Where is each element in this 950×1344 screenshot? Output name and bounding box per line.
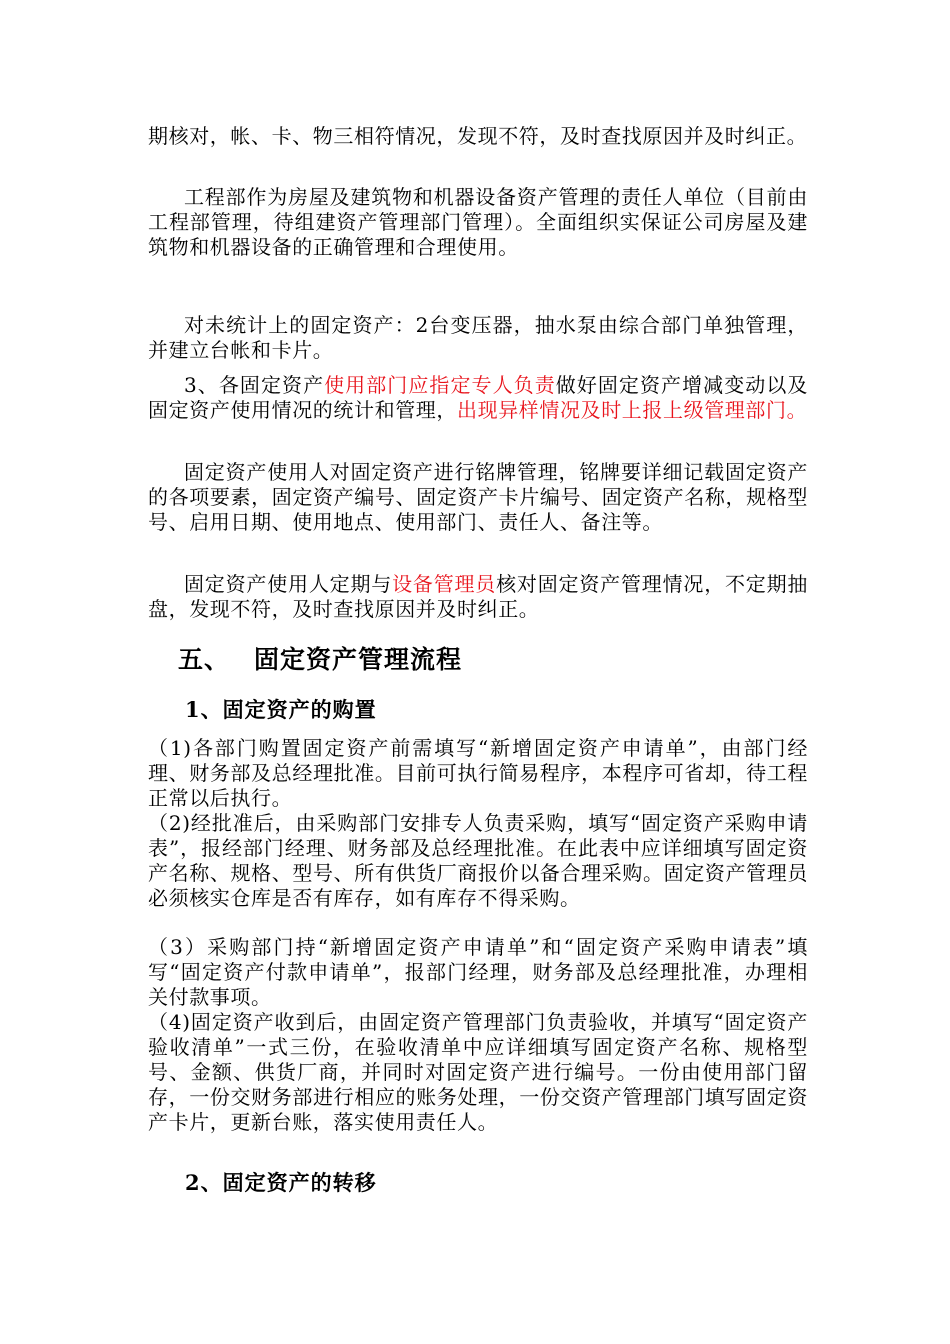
paragraph-periodic-check [148,572,808,622]
paragraph-engineering-dept: 工程部作为房屋及建筑物和机器设备资产管理的责任人单位（目前由工程部管理，待组建资产管理部门管理）。全面组织实保证公司房屋及建筑物和机器设备的正确管理和合理使用。 [148,185,808,259]
text-segment: 做好固定资产增减变动以及固定资产使用情况的统计和管理， [148,373,808,422]
paragraph-dept-responsibility [148,373,808,423]
list-item-3: （3）采购部门持“新增固定资产申请单”和“固定资产采购申请表”填写“固定资产付款申请单”，报部门经理，财务部及总经理批准，办理相关付款事项。 [148,935,808,1009]
subsection-heading-transfer: 2、固定资产的转移 [185,1170,377,1195]
list-item-4: （4)固定资产收到后，由固定资产管理部门负责验收，并填写“固定资产验收清单”一式三份，在验收清单中应详细填写固定资产名称、规格型号、金额、供货厂商，并同时对固定资产进行编号。一份由使用部门留存，一份交财务部进行相应的账务处理，一份交资产管理部门填写固定资产卡片，更新台账，落实使用责任人。 [148,1010,808,1134]
section-title: 固定资产管理流程 [254,645,463,674]
text-segment: 核对固定资产管理情况，不定期抽盘，发现不符，及时查找原因并及时纠正。 [148,572,809,621]
section-number: 五、 [178,645,231,674]
list-item-2: （2)经批准后，由采购部门安排专人负责采购，填写“固定资产采购申请表”，报经部门经理、财务部及总经理批准。在此表中应详细填写固定资产名称、规格、型号、所有供货厂商报价以备合理采购。固定资产管理员必须核实仓库是否有库存，如有库存不得采购。 [148,811,808,910]
highlight-text: 出现异样情况及时上报上级管理部门。 [457,398,808,422]
highlight-text: 使用部门应指定专人负责 [324,373,556,397]
paragraph-unrecorded-assets: 对未统计上的固定资产：2台变压器，抽水泵由综合部门单独管理，并建立台帐和卡片。 [148,313,808,362]
highlight-text: 设备管理员 [392,572,497,596]
text-segment: 3、各固定资产 [184,373,325,397]
list-item-1: （1)各部门购置固定资产前需填写“新增固定资产申请单”，由部门经理、财务部及总经理批准。目前可执行简易程序，本程序可省却，待工程正常以后执行。 [148,736,808,810]
paragraph-reconcile: 期核对，帐、卡、物三相符情况，发现不符，及时查找原因并及时纠正。 [148,124,808,148]
section-heading [178,645,462,675]
subsection-heading-purchase: 1、固定资产的购置 [185,697,377,722]
text-segment: 固定资产使用人定期与 [184,572,393,596]
paragraph-nameplate: 固定资产使用人对固定资产进行铭牌管理，铭牌要详细记载固定资产的各项要素，固定资产编号、固定资产卡片编号、固定资产名称，规格型号、启用日期、使用地点、使用部门、责任人、备注等。 [148,460,808,534]
